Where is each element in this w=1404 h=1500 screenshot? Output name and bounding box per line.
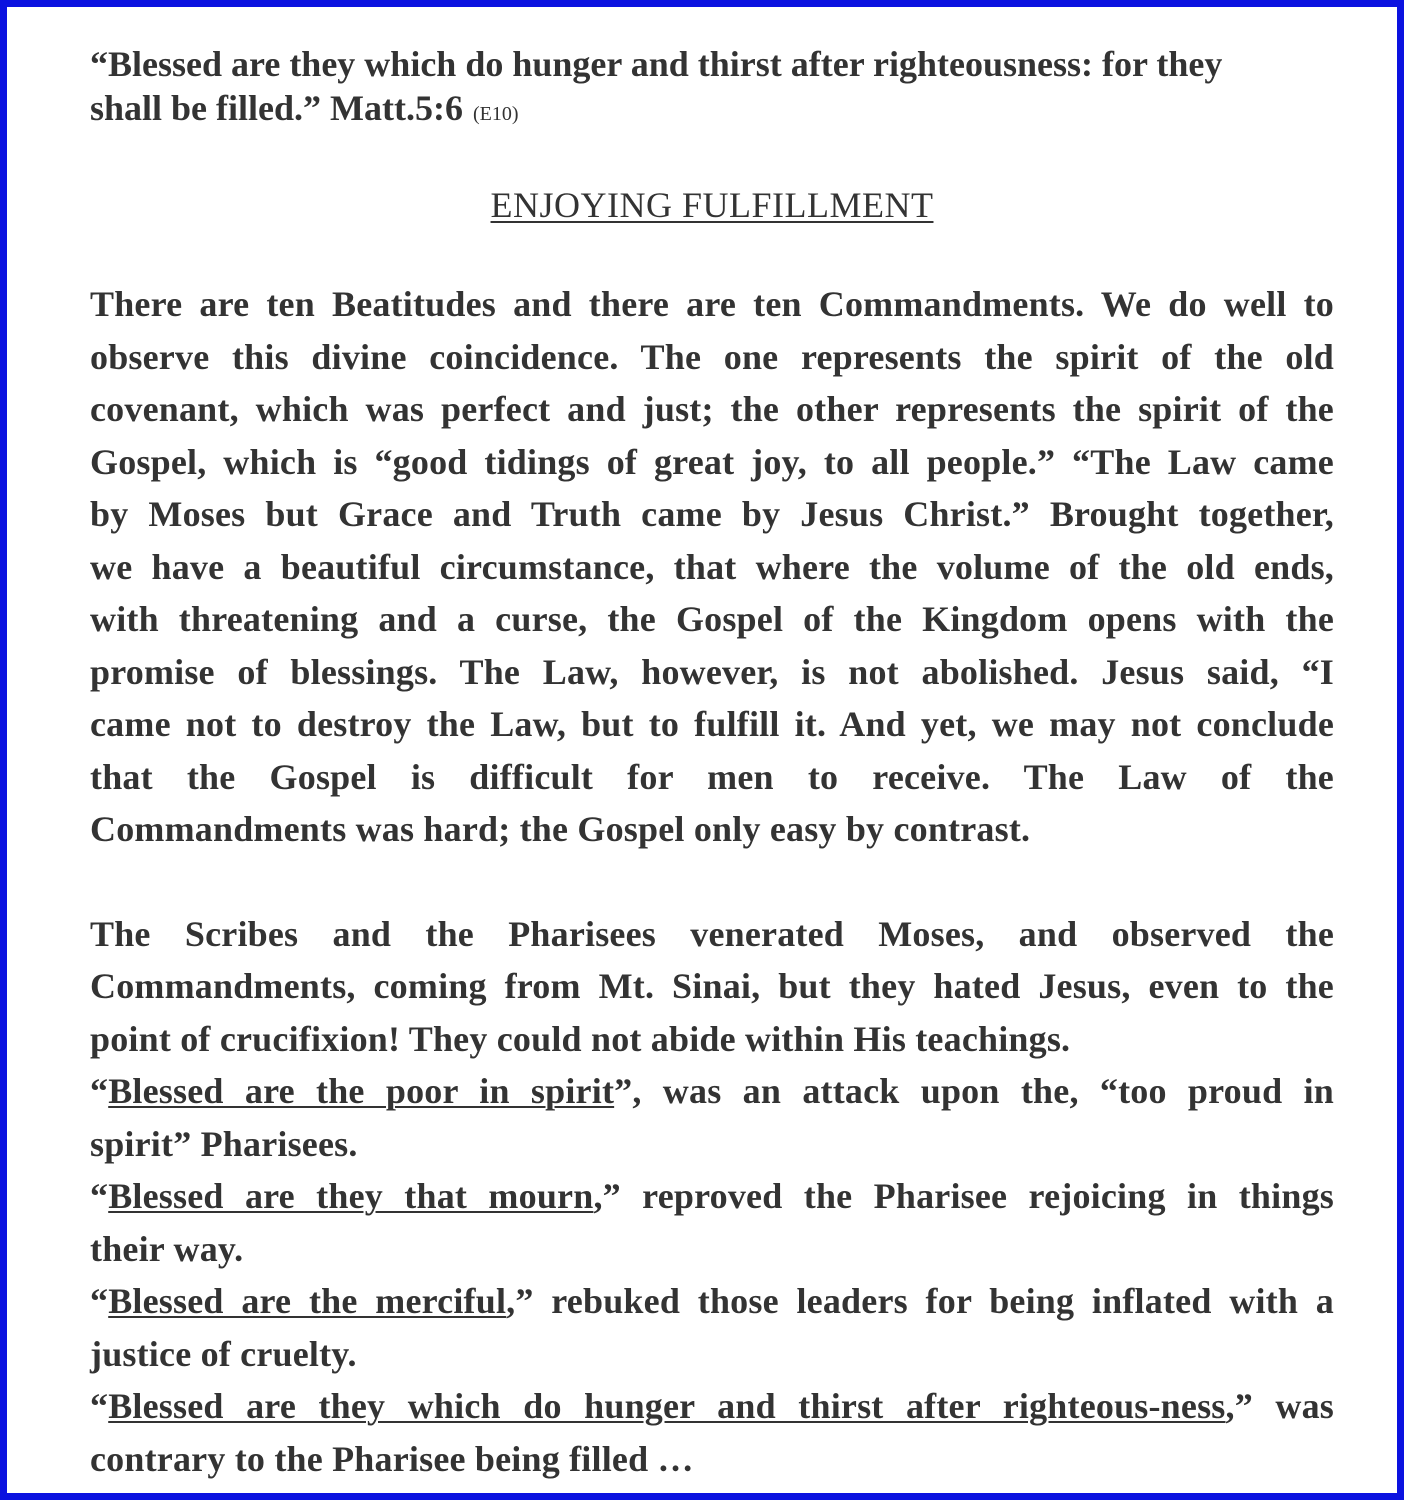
document-content: [90, 42, 1334, 1485]
beatitude-phrase: Blessed are the poor in spirit: [108, 1071, 615, 1111]
text-line: Commandments, coming from Mt. Sinai, but they hated Jesus, even to the: [90, 966, 1334, 1006]
text-line: came not to destroy the Law, but to fulfill it. And yet, we may not conclude: [90, 704, 1334, 744]
beatitude-line: “Blessed are they that mourn,” reproved the Pharisee rejoicing in things: [90, 1176, 1334, 1216]
text-line: contrary to the Pharisee being filled …: [90, 1438, 694, 1479]
verse-text: shall be filled.” Matt.5:6: [90, 88, 463, 128]
text-line: There are ten Beatitudes and there are ten Commandments. We do well to: [90, 284, 1334, 324]
page-title: ENJOYING FULFILLMENT: [490, 185, 934, 225]
opening-verse: [90, 42, 1334, 136]
paragraph-intro: [90, 278, 1334, 856]
paragraph-pharisees: [90, 908, 1334, 1486]
beatitude-line: “Blessed are the merciful,” rebuked those leaders for being inflated with a: [90, 1281, 1334, 1321]
verse-line: “Blessed are they which do hunger and thirst after righteousness: for they: [90, 44, 1223, 84]
text-line: promise of blessings. The Law, however, is not abolished. Jesus said, “I: [90, 651, 1334, 692]
text-line: spirit” Pharisees.: [90, 1123, 358, 1164]
text-line: observe this divine coincidence. The one represents the spirit of the old: [90, 336, 1334, 377]
beatitude-line: “Blessed are the poor in spirit”, was an attack upon the, “too proud in: [90, 1071, 1334, 1111]
beatitude-phrase: Blessed are the merciful: [108, 1281, 507, 1321]
beatitude-phrase: Blessed are they which do hunger and thirst after righteous-ness: [108, 1386, 1226, 1426]
text-line: that the Gospel is difficult for men to receive. The Law of the: [90, 756, 1334, 797]
text-line: with threatening and a curse, the Gospel of the Kingdom opens with the: [90, 599, 1334, 639]
verse-line: [90, 86, 1334, 136]
text-line: justice of cruelty.: [90, 1333, 357, 1374]
text-line: Commandments was hard; the Gospel only easy by contrast.: [90, 809, 1031, 849]
text-line: their way.: [90, 1228, 244, 1269]
text-line: covenant, which was perfect and just; the other represents the spirit of the: [90, 389, 1334, 429]
text-line: point of crucifixion! They could not abide within His teachings.: [90, 1018, 1071, 1059]
text-line: by Moses but Grace and Truth came by Jesus Christ.” Brought together,: [90, 494, 1334, 534]
text-line: we have a beautiful circumstance, that where the volume of the old ends,: [90, 546, 1334, 587]
text-line: Gospel, which is “good tidings of great joy, to all people.” “The Law came: [90, 441, 1334, 482]
beatitude-phrase: Blessed are they that mourn: [108, 1176, 594, 1216]
reference-code: (E10): [472, 103, 519, 125]
beatitude-line: “Blessed are they which do hunger and thirst after righteous-ness,” was: [90, 1386, 1334, 1426]
text-line: The Scribes and the Pharisees venerated Moses, and observed the: [90, 913, 1334, 954]
